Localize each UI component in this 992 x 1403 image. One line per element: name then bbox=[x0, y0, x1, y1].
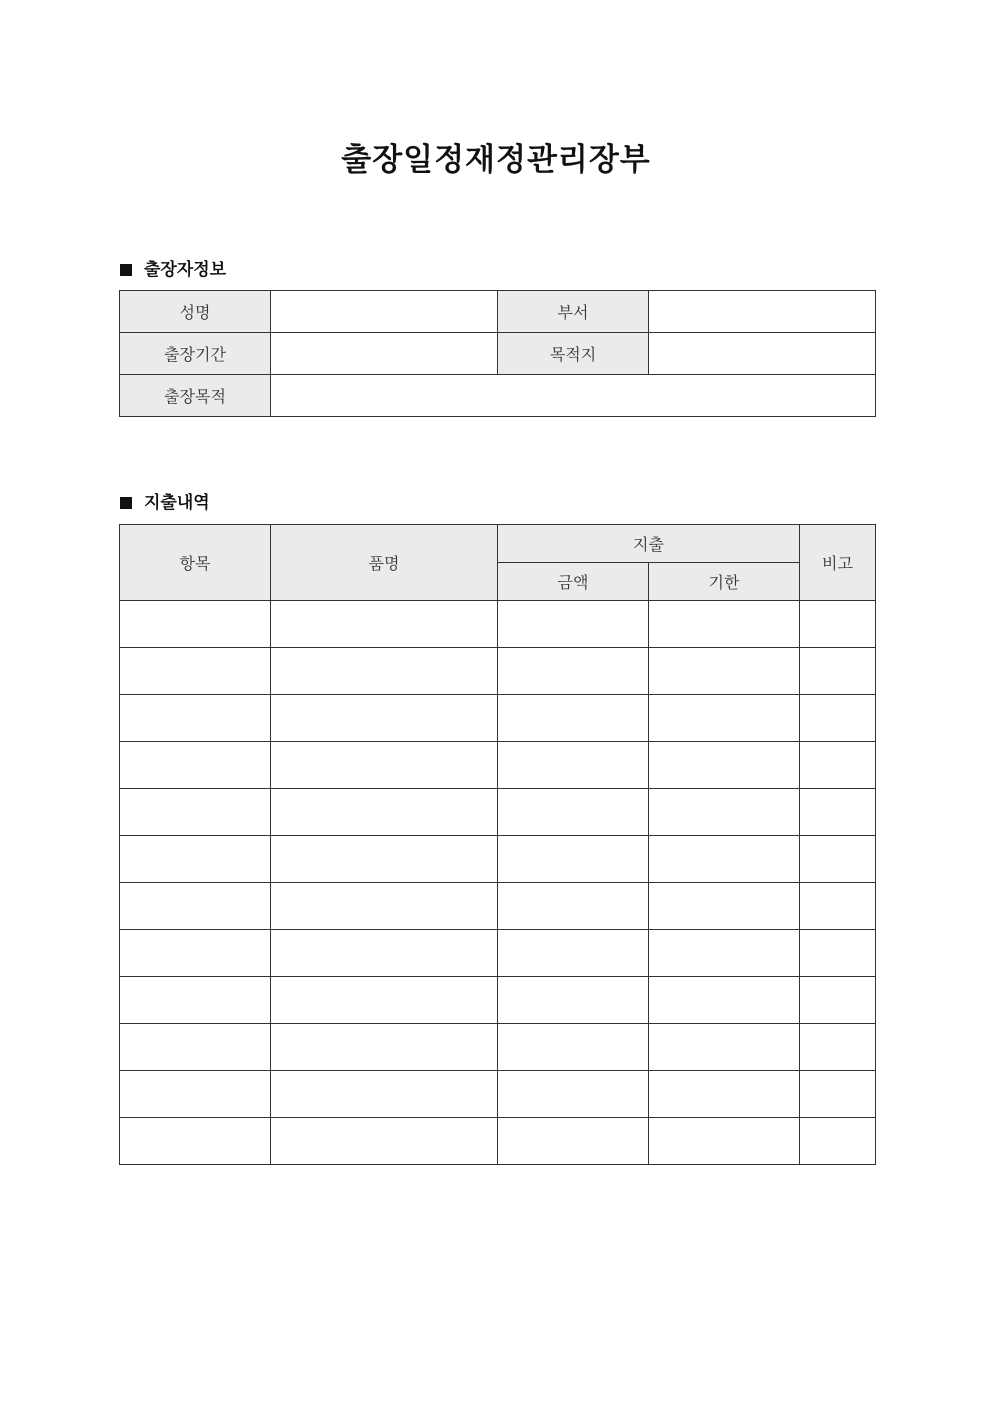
note-cell[interactable] bbox=[800, 1118, 876, 1165]
product-cell[interactable] bbox=[271, 648, 498, 695]
deadline-cell[interactable] bbox=[649, 695, 800, 742]
amount-header: 금액 bbox=[498, 563, 649, 601]
expense-group-header: 지출 bbox=[498, 525, 800, 563]
table-row bbox=[120, 1071, 876, 1118]
table-row bbox=[120, 601, 876, 648]
product-cell[interactable] bbox=[271, 789, 498, 836]
table-row bbox=[120, 742, 876, 789]
amount-cell[interactable] bbox=[498, 695, 649, 742]
amount-cell[interactable] bbox=[498, 648, 649, 695]
item-cell[interactable] bbox=[120, 883, 271, 930]
deadline-cell[interactable] bbox=[649, 883, 800, 930]
item-cell[interactable] bbox=[120, 977, 271, 1024]
product-cell[interactable] bbox=[271, 695, 498, 742]
table-row bbox=[120, 977, 876, 1024]
department-label: 부서 bbox=[498, 291, 649, 333]
department-field[interactable] bbox=[649, 291, 876, 333]
deadline-cell[interactable] bbox=[649, 977, 800, 1024]
amount-cell[interactable] bbox=[498, 742, 649, 789]
note-cell[interactable] bbox=[800, 930, 876, 977]
square-bullet-icon bbox=[120, 264, 132, 276]
amount-cell[interactable] bbox=[498, 977, 649, 1024]
product-cell[interactable] bbox=[271, 1024, 498, 1071]
purpose-field[interactable] bbox=[271, 375, 876, 417]
note-cell[interactable] bbox=[800, 883, 876, 930]
product-cell[interactable] bbox=[271, 1118, 498, 1165]
amount-cell[interactable] bbox=[498, 789, 649, 836]
destination-field[interactable] bbox=[649, 333, 876, 375]
product-cell[interactable] bbox=[271, 836, 498, 883]
deadline-cell[interactable] bbox=[649, 1118, 800, 1165]
note-cell[interactable] bbox=[800, 695, 876, 742]
note-cell[interactable] bbox=[800, 648, 876, 695]
destination-label: 목적지 bbox=[498, 333, 649, 375]
amount-cell[interactable] bbox=[498, 601, 649, 648]
note-cell[interactable] bbox=[800, 789, 876, 836]
deadline-cell[interactable] bbox=[649, 836, 800, 883]
table-row bbox=[120, 648, 876, 695]
product-cell[interactable] bbox=[271, 930, 498, 977]
expense-header-row bbox=[120, 525, 876, 563]
table-row bbox=[120, 836, 876, 883]
page-title: 출장일정재정관리장부 bbox=[341, 142, 651, 178]
note-cell[interactable] bbox=[800, 836, 876, 883]
item-cell[interactable] bbox=[120, 930, 271, 977]
item-cell[interactable] bbox=[120, 695, 271, 742]
traveler-info-heading-label: 출장자정보 bbox=[144, 260, 227, 280]
deadline-cell[interactable] bbox=[649, 742, 800, 789]
item-cell[interactable] bbox=[120, 836, 271, 883]
amount-cell[interactable] bbox=[498, 930, 649, 977]
note-cell[interactable] bbox=[800, 601, 876, 648]
product-cell[interactable] bbox=[271, 1071, 498, 1118]
info-row bbox=[120, 291, 876, 333]
deadline-cell[interactable] bbox=[649, 930, 800, 977]
note-cell[interactable] bbox=[800, 742, 876, 789]
product-cell[interactable] bbox=[271, 601, 498, 648]
amount-cell[interactable] bbox=[498, 1071, 649, 1118]
item-cell[interactable] bbox=[120, 601, 271, 648]
item-cell[interactable] bbox=[120, 648, 271, 695]
table-row bbox=[120, 1118, 876, 1165]
expense-heading-label: 지출내역 bbox=[144, 493, 210, 513]
table-row bbox=[120, 695, 876, 742]
amount-cell[interactable] bbox=[498, 1024, 649, 1071]
deadline-cell[interactable] bbox=[649, 648, 800, 695]
expense-table bbox=[119, 524, 876, 1165]
note-cell[interactable] bbox=[800, 1071, 876, 1118]
info-row bbox=[120, 333, 876, 375]
item-cell[interactable] bbox=[120, 789, 271, 836]
table-row bbox=[120, 930, 876, 977]
item-cell[interactable] bbox=[120, 742, 271, 789]
product-cell[interactable] bbox=[271, 742, 498, 789]
info-row bbox=[120, 375, 876, 417]
traveler-info-heading bbox=[120, 255, 226, 280]
item-header: 항목 bbox=[120, 525, 271, 601]
item-cell[interactable] bbox=[120, 1118, 271, 1165]
deadline-cell[interactable] bbox=[649, 601, 800, 648]
note-cell[interactable] bbox=[800, 1024, 876, 1071]
table-row bbox=[120, 1024, 876, 1071]
note-cell[interactable] bbox=[800, 977, 876, 1024]
amount-cell[interactable] bbox=[498, 883, 649, 930]
name-label: 성명 bbox=[120, 291, 271, 333]
deadline-cell[interactable] bbox=[649, 1024, 800, 1071]
product-cell[interactable] bbox=[271, 977, 498, 1024]
table-row bbox=[120, 789, 876, 836]
period-field[interactable] bbox=[271, 333, 498, 375]
note-header: 비고 bbox=[800, 525, 876, 601]
deadline-cell[interactable] bbox=[649, 1071, 800, 1118]
traveler-info-table bbox=[119, 290, 876, 417]
table-row bbox=[120, 883, 876, 930]
deadline-cell[interactable] bbox=[649, 789, 800, 836]
deadline-header: 기한 bbox=[649, 563, 800, 601]
product-cell[interactable] bbox=[271, 883, 498, 930]
period-label: 출장기간 bbox=[120, 333, 271, 375]
item-cell[interactable] bbox=[120, 1071, 271, 1118]
purpose-label: 출장목적 bbox=[120, 375, 271, 417]
product-header: 품명 bbox=[271, 525, 498, 601]
square-bullet-icon bbox=[120, 497, 132, 509]
name-field[interactable] bbox=[271, 291, 498, 333]
amount-cell[interactable] bbox=[498, 1118, 649, 1165]
amount-cell[interactable] bbox=[498, 836, 649, 883]
expense-heading bbox=[120, 488, 210, 513]
item-cell[interactable] bbox=[120, 1024, 271, 1071]
